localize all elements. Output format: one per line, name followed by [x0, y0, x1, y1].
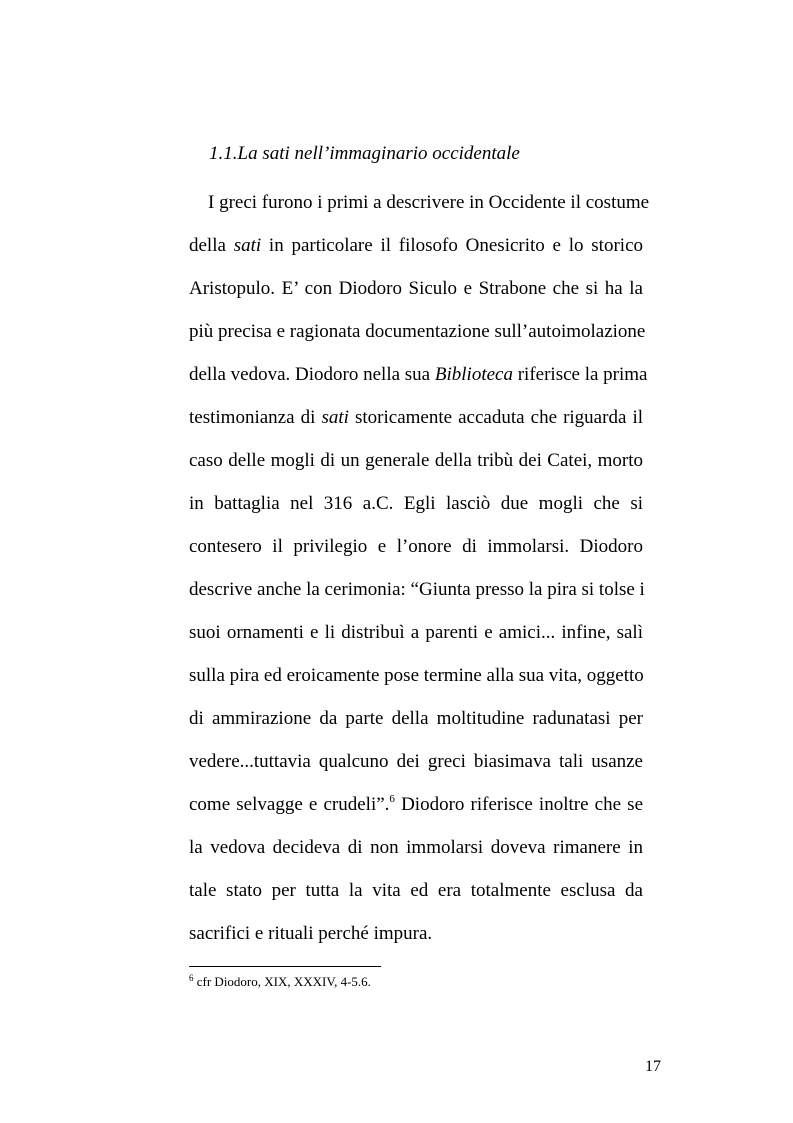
- text-line: di ammirazione da parte della moltitudine radunatasi per: [189, 708, 643, 729]
- text-run: testimonianza di: [189, 407, 316, 428]
- text-line: contesero il privilegio e l’onore di immolarsi. Diodoro: [189, 536, 643, 557]
- text-run: Diodoro riferisce inoltre che se: [401, 794, 644, 815]
- text-line: caso delle mogli di un generale della tribù dei Catei, morto: [189, 450, 643, 471]
- text-line: la vedova decideva di non immolarsi doveva rimanere in: [189, 837, 643, 858]
- text-line: sulla pira ed eroicamente pose termine alla sua vita, oggetto: [189, 665, 644, 686]
- footnote-text: cfr Diodoro, XIX, XXXIV, 4-5.6.: [196, 974, 371, 989]
- text-line: [189, 224, 643, 267]
- text-run: riferisce la prima: [517, 364, 648, 385]
- italic-term: sati: [233, 235, 262, 256]
- text-run: della vedova. Diodoro nella sua: [189, 364, 431, 385]
- section-heading: 1.1.La sati nell’immaginario occidentale: [209, 143, 520, 164]
- text-line: descrive anche la cerimonia: “Giunta presso la pira si tolse i: [189, 579, 645, 600]
- page-number: 17: [645, 1058, 661, 1075]
- italic-title: Biblioteca: [434, 364, 513, 385]
- text-line: [189, 396, 643, 439]
- text-line: I greci furono i primi a descrivere in Occidente il costume: [208, 192, 650, 213]
- footnote-divider: [189, 966, 381, 967]
- italic-term: sati: [321, 407, 349, 428]
- text-line: suoi ornamenti e li distribuì a parenti e amici... infine, salì: [189, 622, 643, 643]
- text-run: in particolare il filosofo Onesicrito e lo storico: [268, 235, 644, 256]
- text-line: [189, 783, 643, 826]
- text-line: vedere...tuttavia qualcuno dei greci biasimava tali usanze: [189, 751, 643, 772]
- footnote: [189, 973, 371, 991]
- text-line: in battaglia nel 316 a.C. Egli lasciò due mogli che si: [189, 493, 643, 514]
- text-line: [189, 353, 648, 396]
- footnote-number: 6: [189, 973, 194, 983]
- body-paragraph: [189, 181, 650, 955]
- text-line: più precisa e ragionata documentazione sull’autoimolazione: [189, 321, 646, 342]
- text-run: storicamente accaduta che riguarda il: [354, 407, 643, 428]
- footnote-reference[interactable]: 6: [389, 793, 395, 805]
- text-line: Aristopulo. E’ con Diodoro Siculo e Strabone che si ha la: [189, 278, 643, 299]
- text-line: sacrifici e rituali perché impura.: [189, 923, 433, 944]
- text-run: come selvagge e crudeli”.: [189, 794, 390, 815]
- text-line: tale stato per tutta la vita ed era totalmente esclusa da: [189, 880, 643, 901]
- text-run: della: [189, 235, 226, 256]
